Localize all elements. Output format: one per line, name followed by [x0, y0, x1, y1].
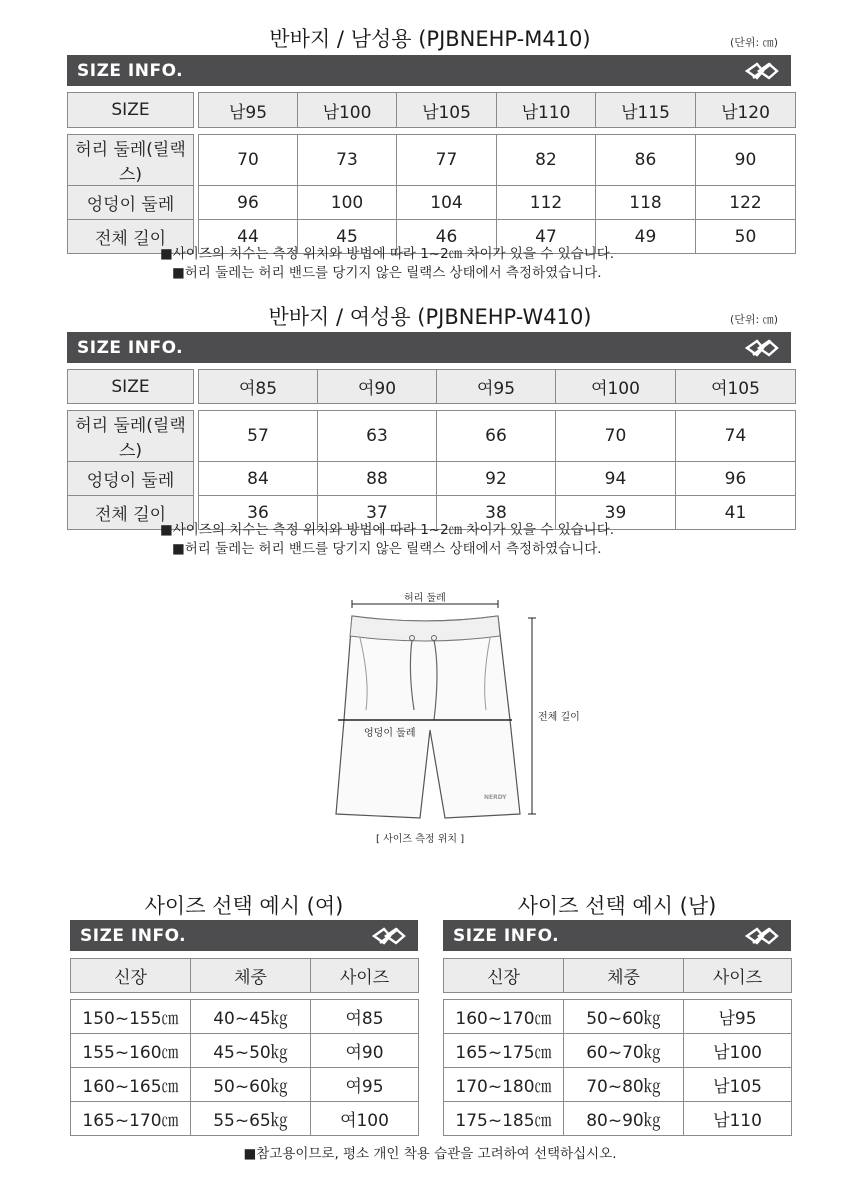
table-cell: 118	[596, 186, 696, 220]
diagram-caption: [ 사이즈 측정 위치 ]	[376, 834, 465, 845]
men-note-1: ■사이즈의 치수는 측정 위치와 방법에 따라 1~2㎝ 차이가 있을 수 있습니다.	[160, 246, 615, 262]
table-cell: 37	[318, 496, 437, 530]
table-cell: 160~165㎝	[71, 1068, 191, 1102]
women-bar-label: SIZE INFO.	[77, 337, 184, 358]
table-cell: 96	[676, 462, 796, 496]
header-cell: 신장	[444, 959, 564, 993]
table-cell: 77	[397, 135, 497, 186]
table-cell: 73	[298, 135, 397, 186]
table-row	[71, 1000, 419, 1034]
table-row	[71, 1034, 419, 1068]
example-men-size-info-bar	[443, 920, 791, 951]
row-label: 엉덩이 둘레	[68, 462, 194, 496]
header-cell: 남105	[397, 93, 497, 128]
women-title: 반바지 / 여성용 (PJBNEHP-W410)	[268, 305, 592, 329]
example-women-bar-label: SIZE INFO.	[80, 925, 187, 946]
table-cell: 45~50㎏	[191, 1034, 311, 1068]
hip-label: 엉덩이 둘레	[364, 728, 416, 739]
table-cell: 49	[596, 220, 696, 254]
women-note-2: ■허리 둘레는 허리 밴드를 당기지 않은 릴랙스 상태에서 측정하였습니다.	[172, 541, 602, 557]
table-cell: 46	[397, 220, 497, 254]
table-cell: 94	[556, 462, 676, 496]
men-size-info-bar	[67, 55, 791, 86]
length-label: 전체 길이	[538, 712, 580, 723]
table-cell: 170~180㎝	[444, 1068, 564, 1102]
women-size-info-bar	[67, 332, 791, 363]
header-cell: 체중	[564, 959, 684, 993]
logo-icon	[745, 927, 779, 945]
footer-note: ■참고용이므로, 평소 개인 착용 습관을 고려하여 선택하십시오.	[243, 1146, 617, 1162]
table-row	[68, 135, 796, 186]
table-cell: 155~160㎝	[71, 1034, 191, 1068]
table-cell: 38	[437, 496, 556, 530]
men-header-row	[68, 93, 796, 128]
men-bar-label: SIZE INFO.	[77, 60, 184, 81]
table-cell: 88	[318, 462, 437, 496]
table-cell: 70~80㎏	[564, 1068, 684, 1102]
table-cell: 44	[199, 220, 298, 254]
header-cell: 남95	[199, 93, 298, 128]
table-cell: 47	[497, 220, 596, 254]
men-unit: (단위: ㎝)	[730, 36, 779, 49]
table-cell: 70	[556, 411, 676, 462]
row-label: 허리 둘레(릴랙스)	[68, 411, 194, 462]
example-women-title: 사이즈 선택 예시 (여)	[144, 894, 344, 918]
header-cell: 여85	[199, 370, 318, 404]
table-cell: 여85	[311, 1000, 419, 1034]
example-men-header-row	[444, 959, 792, 993]
table-cell: 165~170㎝	[71, 1102, 191, 1136]
table-cell: 160~170㎝	[444, 1000, 564, 1034]
table-cell: 66	[437, 411, 556, 462]
table-cell: 104	[397, 186, 497, 220]
header-cell: 신장	[71, 959, 191, 993]
header-cell: 여100	[556, 370, 676, 404]
table-cell: 41	[676, 496, 796, 530]
men-title: 반바지 / 남성용 (PJBNEHP-M410)	[269, 27, 591, 51]
table-row	[444, 1102, 792, 1136]
table-row	[444, 1034, 792, 1068]
row-label: 전체 길이	[68, 220, 194, 254]
waist-label: 허리 둘레	[404, 593, 446, 604]
logo-icon	[745, 339, 779, 357]
table-cell: 39	[556, 496, 676, 530]
table-cell: 여90	[311, 1034, 419, 1068]
table-cell: 60~70㎏	[564, 1034, 684, 1068]
table-cell: 70	[199, 135, 298, 186]
table-cell: 여95	[311, 1068, 419, 1102]
table-row	[68, 186, 796, 220]
table-cell: 57	[199, 411, 318, 462]
table-cell: 122	[696, 186, 796, 220]
example-women-size-info-bar	[70, 920, 418, 951]
table-cell: 50	[696, 220, 796, 254]
table-row	[444, 1000, 792, 1034]
table-row	[71, 1102, 419, 1136]
table-cell: 175~185㎝	[444, 1102, 564, 1136]
table-row	[444, 1068, 792, 1102]
header-cell: SIZE	[68, 370, 194, 404]
example-women-header-row	[71, 959, 419, 993]
table-cell: 36	[199, 496, 318, 530]
women-size-table	[67, 369, 796, 530]
table-row	[71, 1068, 419, 1102]
table-cell: 100	[298, 186, 397, 220]
table-cell: 80~90㎏	[564, 1102, 684, 1136]
table-cell: 63	[318, 411, 437, 462]
header-cell: SIZE	[68, 93, 194, 128]
table-cell: 남95	[684, 1000, 792, 1034]
example-women-table	[70, 958, 419, 1136]
table-cell: 55~65㎏	[191, 1102, 311, 1136]
header-cell: 여95	[437, 370, 556, 404]
header-cell: 여90	[318, 370, 437, 404]
table-cell: 40~45㎏	[191, 1000, 311, 1034]
table-cell: 남110	[684, 1102, 792, 1136]
table-cell: 82	[497, 135, 596, 186]
table-cell: 45	[298, 220, 397, 254]
example-men-bar-label: SIZE INFO.	[453, 925, 560, 946]
table-cell: 90	[696, 135, 796, 186]
table-cell: 86	[596, 135, 696, 186]
brand-mark: NERDY	[484, 794, 507, 801]
logo-icon	[372, 927, 406, 945]
header-cell: 남115	[596, 93, 696, 128]
table-cell: 남100	[684, 1034, 792, 1068]
header-cell: 체중	[191, 959, 311, 993]
men-size-table	[67, 92, 796, 254]
shorts-illustration	[330, 580, 560, 850]
table-cell: 50~60㎏	[191, 1068, 311, 1102]
table-cell: 남105	[684, 1068, 792, 1102]
row-label: 전체 길이	[68, 496, 194, 530]
table-cell: 50~60㎏	[564, 1000, 684, 1034]
row-label: 엉덩이 둘레	[68, 186, 194, 220]
header-cell: 여105	[676, 370, 796, 404]
header-cell: 남110	[497, 93, 596, 128]
measurement-diagram	[330, 580, 580, 850]
men-note-2: ■허리 둘레는 허리 밴드를 당기지 않은 릴랙스 상태에서 측정하였습니다.	[172, 265, 602, 281]
header-cell: 사이즈	[684, 959, 792, 993]
table-cell: 92	[437, 462, 556, 496]
table-cell: 84	[199, 462, 318, 496]
table-row	[68, 411, 796, 462]
table-row	[68, 462, 796, 496]
example-men-title: 사이즈 선택 예시 (남)	[517, 894, 717, 918]
table-cell: 150~155㎝	[71, 1000, 191, 1034]
example-men-table	[443, 958, 792, 1136]
table-cell: 여100	[311, 1102, 419, 1136]
header-cell: 남100	[298, 93, 397, 128]
table-cell: 74	[676, 411, 796, 462]
row-label: 허리 둘레(릴랙스)	[68, 135, 194, 186]
women-unit: (단위: ㎝)	[730, 313, 779, 326]
header-cell: 사이즈	[311, 959, 419, 993]
logo-icon	[745, 62, 779, 80]
table-cell: 96	[199, 186, 298, 220]
table-cell: 165~175㎝	[444, 1034, 564, 1068]
table-cell: 112	[497, 186, 596, 220]
header-cell: 남120	[696, 93, 796, 128]
women-header-row	[68, 370, 796, 404]
women-note-1: ■사이즈의 치수는 측정 위치와 방법에 따라 1~2㎝ 차이가 있을 수 있습니다.	[160, 522, 615, 538]
